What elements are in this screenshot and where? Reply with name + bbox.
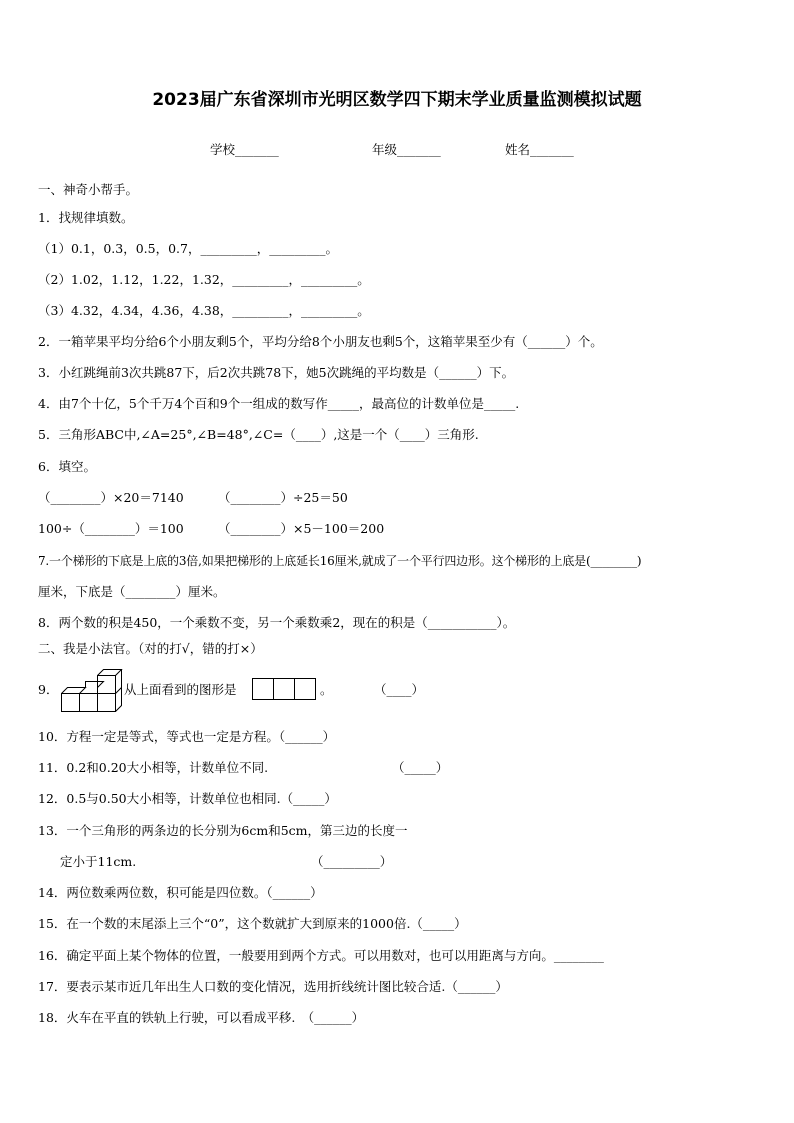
question-15: 15．在一个数的末尾添上三个“0”，这个数就扩大到原来的1000倍.（_____） xyxy=(38,916,467,931)
grade-field: 年级_______ xyxy=(372,142,441,157)
question-9-blank: （____） xyxy=(374,682,425,697)
question-12: 12．0.5与0.50大小相等，计数单位也相同.（_____） xyxy=(38,791,337,806)
question-18: 18．火车在平直的铁轨上行驶，可以看成平移. （______） xyxy=(38,1010,365,1025)
question-13-line-2: 定小于11cm. xyxy=(60,854,137,869)
question-4: 4．由7个十亿，5个千万4个百和9个一组成的数写作_____，最高位的计数单位是_____. xyxy=(38,396,520,411)
question-11-blank: （_____） xyxy=(392,760,449,775)
question-7-line-2: 厘米，下底是（________）厘米。 xyxy=(38,584,226,599)
question-9-text: 从上面看到的图形是 xyxy=(124,682,237,697)
question-3: 3．小红跳绳前3次共跳87下，后2次共跳78下，她5次跳绳的平均数是（______）下。 xyxy=(38,365,515,380)
question-6-stem: 6．填空。 xyxy=(38,459,96,474)
question-10: 10．方程一定是等式，等式也一定是方程。（______） xyxy=(38,729,336,744)
question-1-part-1: （1）0.1，0.3，0.5，0.7，_________，_________。 xyxy=(38,241,338,256)
question-9-number: 9． xyxy=(38,682,59,697)
section-heading-1: 一、神奇小帮手。 xyxy=(38,182,139,197)
top-view-figure xyxy=(252,678,318,700)
question-6-part-3: 100÷（________）＝100 xyxy=(38,521,184,536)
question-7-line-1: 7.一个梯形的下底是上底的3倍,如果把梯形的上底延长16厘米,就成了一个平行四边形。这个梯形的上底是(________) xyxy=(38,554,642,568)
question-16: 16．确定平面上某个物体的位置，一般要用到两个方式。可以用数对，也可以用距离与方向。________ xyxy=(38,948,604,963)
question-2: 2．一箱苹果平均分给6个小朋友剩5个，平均分给8个小朋友也剩5个，这箱苹果至少有（______）个。 xyxy=(38,334,603,349)
question-13-line-1: 13．一个三角形的两条边的长分别为6cm和5cm，第三边的长度一 xyxy=(38,823,408,838)
question-11: 11．0.2和0.20大小相等，计数单位不同. xyxy=(38,760,269,775)
question-17: 17．要表示某市近几年出生人口数的变化情况，选用折线统计图比较合适.（______） xyxy=(38,979,508,994)
school-field: 学校_______ xyxy=(210,142,279,157)
question-5: 5．三角形ABC中,∠A=25°,∠B=48°,∠C=（____）,这是一个（____）三角形. xyxy=(38,427,479,442)
question-14: 14．两位数乘两位数，积可能是四位数。（______） xyxy=(38,885,323,900)
question-1-stem: 1．找规律填数。 xyxy=(38,210,134,225)
section-heading-2: 二、我是小法官。（对的打√，错的打×） xyxy=(38,641,263,656)
question-6-part-2: （________）÷25＝50 xyxy=(218,490,348,505)
cube-stack-figure xyxy=(58,664,124,714)
question-6-part-4: （________）×5－100＝200 xyxy=(218,521,385,536)
question-1-part-2: （2）1.02，1.12，1.22，1.32，_________，_________。 xyxy=(38,272,370,287)
question-1-part-3: （3）4.32，4.34，4.36，4.38，_________，_________。 xyxy=(38,303,370,318)
page-title: 2023届广东省深圳市光明区数学四下期末学业质量监测模拟试题 xyxy=(152,90,642,110)
question-13-blank: （_________） xyxy=(311,854,393,869)
question-9-period: 。 xyxy=(320,682,333,697)
question-8: 8．两个数的积是450，一个乘数不变，另一个乘数乘2，现在的积是（___________）。 xyxy=(38,615,516,630)
name-field: 姓名_______ xyxy=(505,142,574,157)
question-6-part-1: （________）×20＝7140 xyxy=(38,490,184,505)
